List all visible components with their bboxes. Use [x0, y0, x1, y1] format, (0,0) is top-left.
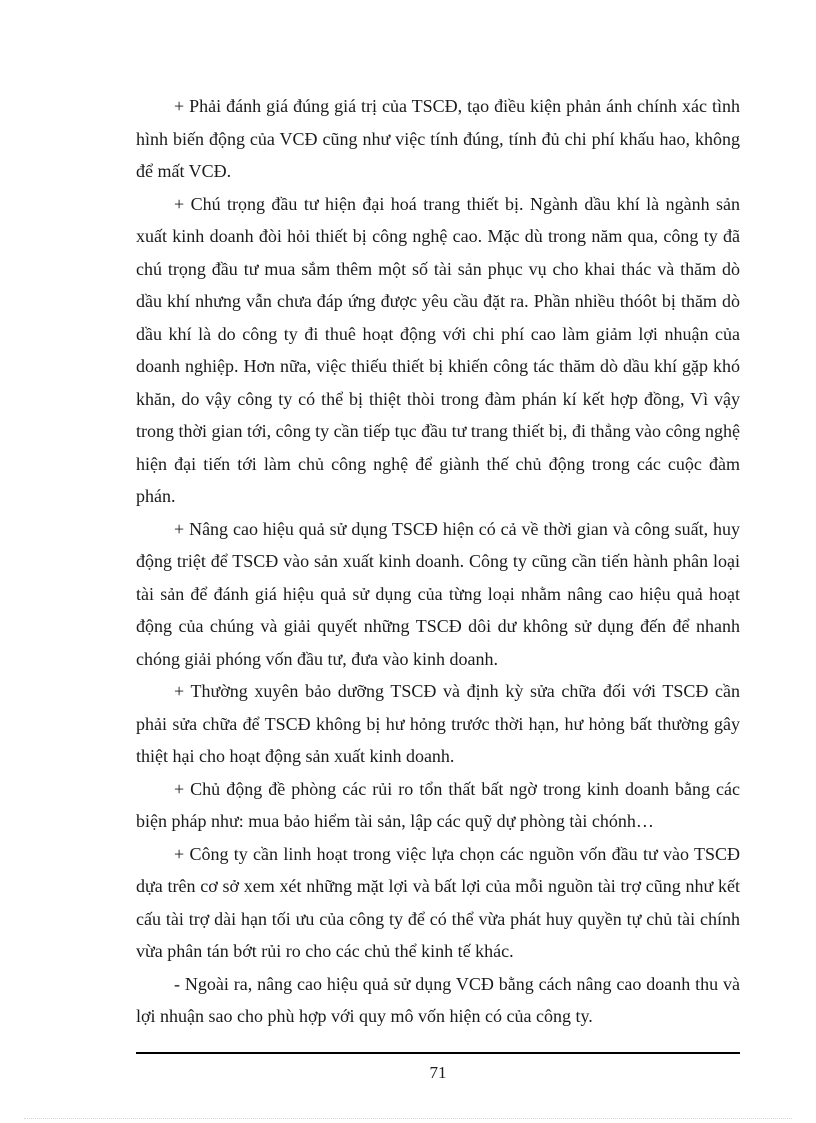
paragraph-depreciation: + Phải đánh giá đúng giá trị của TSCĐ, tạo điều kiện phản ánh chính xác tình hình biến động của VCĐ cũng như việc tính đúng, tính đủ chi phí khấu hao, không để mất VCĐ. — [136, 96, 740, 181]
paragraph-asset-efficiency: + Nâng cao hiệu quả sử dụng TSCĐ hiện có cả về thời gian và công suất, huy động triệt để TSCĐ vào sản xuất kinh doanh. Công ty cũng cần tiến hành phân loại tài sản để đánh giá hiệu quả sử dụng của từng loại nhằm nâng cao hiệu quả hoạt động của chúng và giải quyết những TSCĐ dôi dư không sử dụng đến để nhanh chóng giải phóng vốn đầu tư, đưa vào kinh doanh. — [136, 518, 740, 669]
paragraph-equipment-investment: + Chú trọng đầu tư hiện đại hoá trang thiết bị. Ngành dầu khí là ngành sản xuất kinh doanh đòi hỏi thiết bị công nghệ cao. Mặc dù trong năm qua, công ty đã chú trọng đầu tư mua sắm thêm một số tài sản phục vụ cho khai thác và thăm dò dầu khí nhưng vẫn chưa đáp ứng được yêu cầu đặt ra. Phần nhiều thóôt bị thăm dò dầu khí là do công ty đi thuê hoạt động với chi phí cao làm giảm lợi nhuận của doanh nghiệp. Hơn nữa, việc thiếu thiết bị khiến công tác thăm dò dầu khí gặp khó khăn, do vậy công ty có thể bị thiệt thòi trong đàm phán kí kết hợp đồng, Vì vậy trong thời gian tới, công ty cần tiếp tục đầu tư trang thiết bị, đi thẳng vào công nghệ hiện đại tiến tới làm chủ công nghệ để giành thế chủ động trong các cuộc đàm phán. — [136, 193, 740, 506]
page-bottom-dotted-border — [24, 1118, 792, 1119]
document-body — [136, 90, 740, 1033]
page-number: 71 — [429, 1063, 447, 1082]
paragraph-maintenance: + Thường xuyên bảo dưỡng TSCĐ và định kỳ sửa chữa đối với TSCĐ cần phải sửa chữa để TSCĐ không bị hư hỏng trước thời hạn, hư hỏng bất thường gây thiệt hại cho hoạt động sản xuất kinh doanh. — [136, 681, 740, 766]
footer-divider — [136, 1052, 740, 1054]
paragraph-capital-sources: + Công ty cần linh hoạt trong việc lựa chọn các nguồn vốn đầu tư vào TSCĐ dựa trên cơ sở xem xét những mặt lợi và bất lợi của mỗi nguồn tài trợ cũng như kết cấu tài trợ dài hạn tối ưu của công ty để có thể vừa phát huy quyền tự chủ tài chính vừa phân tán bớt rủi ro cho các chủ thể kinh tế khác. — [136, 843, 740, 961]
paragraph-risk-prevention: + Chủ động đề phòng các rủi ro tổn thất bất ngờ trong kinh doanh bằng các biện pháp như: mua bảo hiểm tài sản, lập các quỹ dự phòng tài chónh… — [136, 778, 740, 831]
paragraph-revenue: - Ngoài ra, nâng cao hiệu quả sử dụng VCĐ bằng cách nâng cao doanh thu và lợi nhuận sao cho phù hợp với quy mô vốn hiện có của công ty. — [136, 973, 740, 1026]
